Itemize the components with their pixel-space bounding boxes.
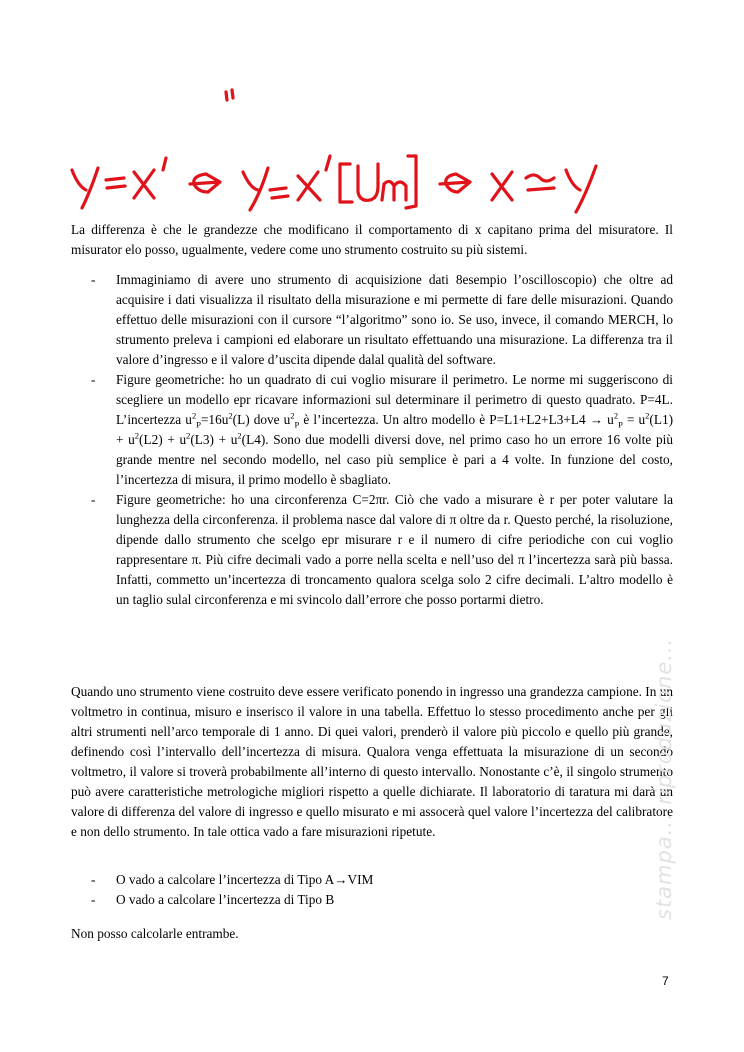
handwritten-formula — [60, 80, 620, 220]
glyph-x1 — [134, 158, 166, 198]
glyph-eq1 — [106, 178, 125, 188]
list-item-text: Figure geometriche: ho una circonferenza C=2πr. Ciò che vado a misurare è r per poter valutare la lunghezza della circonferenza. il problema nasce dal valore di π oltre da r. Questo perché, la risoluzione, dipende dallo strumento che scelgo epr misurare r e il numero di cifre periodiche con cui voglio rappresentare π. Più cifre decimali vado a porre nella scelta e nell’uso del π l’incertezza sarà più bassa. Infatti, commetto un’incertezza di troncamento qualora scelga solo 2 cifre decimali. L’altro modello è un taglio sulal circonferenza e mi svincolo dall’errore che posso portarmi dietro. — [116, 492, 673, 607]
arrow-icon: → — [334, 872, 348, 887]
glyph-eq2 — [270, 188, 288, 198]
intro-paragraph — [71, 220, 673, 260]
glyph-U — [358, 164, 378, 200]
glyph-y3 — [566, 166, 596, 212]
list-item — [71, 370, 673, 490]
glyph-arrow1 — [190, 174, 220, 192]
list-item — [71, 870, 673, 890]
glyph-bracket-open — [340, 164, 352, 202]
list-item-text: O vado a calcolare l’incertezza di Tipo B — [116, 892, 335, 907]
glyph-x3 — [492, 172, 512, 200]
bullet-dash: - — [91, 372, 96, 387]
intro-text: La differenza è che le grandezze che modificano il comportamento di x capitano prima del misuratore. Il misurator elo posso, ugualmente, vedere come uno strumento costruito su più sistemi. — [71, 222, 673, 257]
list-item-text: O vado a calcolare l’incertezza di Tipo A→VIM — [116, 872, 374, 887]
glyph-approx — [526, 175, 554, 190]
list-item — [71, 490, 673, 610]
bullet-list — [71, 270, 673, 610]
bullet-dash: - — [91, 872, 96, 887]
bullet-dash: - — [91, 272, 96, 287]
list-item — [71, 270, 673, 370]
glyph-y2 — [243, 168, 268, 210]
glyph-m — [382, 181, 406, 200]
page-number: 7 — [662, 974, 669, 988]
arrow-icon: → — [589, 412, 604, 427]
list-item-text: Immaginiamo di avere uno strumento di acquisizione dati 8esempio l’oscilloscopio) che oltre ad acquisire i dati visualizza il risultato della misurazione e mi permette di fare delle misurazioni. Quando effettuo delle misurazioni con il cursore “l’algoritmo” sono io. Se uso, invece, il comando MERCH, lo strumento preleva i campioni ed elaborare un risultato effettuando una misurazione. La differenza tra il valore d’ingresso e il valore d’uscita dipende dalal qualità del software. — [116, 272, 673, 367]
closing-text: Non posso calcolarle entrambe. — [71, 926, 239, 941]
bullet-dash: - — [91, 492, 96, 507]
closing-paragraph — [71, 924, 673, 944]
watermark: stampa... riproduzione... — [652, 637, 676, 920]
body-paragraph — [71, 682, 673, 842]
list-item-text: Figure geometriche: ho un quadrato di cui voglio misurare il perimetro. Le norme mi suggeriscono di scegliere un modello epr ricavare informazioni sul determinare il perimetro di questo quadrato. P=4L. L’incertezza $u^2_P=16u^2(L)$ dove $u^2_P$ è l’incertezza. Un altro modello è $P=L1+L2+L3+L4 \to u^2_P = u^2(L1) + u^2(L2) + u^2(L3) + u^2(L4)$. Sono due modelli diversi dove, nel primo caso ho un errore 16 volte più grande mentre nel secondo modello, nel caso più semplice è pari a 4 volte. In funzione del costo, l’incertezza di misura, il primo modello è sbagliato. — [116, 372, 674, 487]
paragraph-text: Quando uno strumento viene costruito deve essere verificato ponendo in ingresso una grandezza campione. In un voltmetro in continua, misuro e inserisco il valore in una tabella. Effettuo lo stesso procedimento anche per gli altri strumenti nell’arco temporale di 1 anno. Di quei valori, prenderò il valore più piccolo e quello più grande, definendo così l’intervallo dell’incertezza di misura. Qualora venga effettuata la misurazione di un secondo voltmetro, il valore si troverà probabilmente all’interno di questo intervallo. Nonostante c’è, il singolo strumento può avere caratteristiche metrologiche migliori rispetto a quelle dichiarate. Il laboratorio di taratura mi darà un valore di differenza del valore di ingresso e quello misurato e mi assocerà quel valore l’incertezza del calibratore e non dello strumento. In tale ottica vado a fare misurazioni ripetute. — [71, 684, 673, 839]
list-item — [71, 890, 673, 910]
glyph-x2 — [298, 156, 330, 200]
glyph-arrow2 — [440, 174, 470, 192]
tick-mark — [226, 90, 233, 100]
glyph-y1 — [72, 168, 98, 208]
bullet-dash: - — [91, 892, 96, 907]
bullet-list-2 — [71, 870, 673, 910]
